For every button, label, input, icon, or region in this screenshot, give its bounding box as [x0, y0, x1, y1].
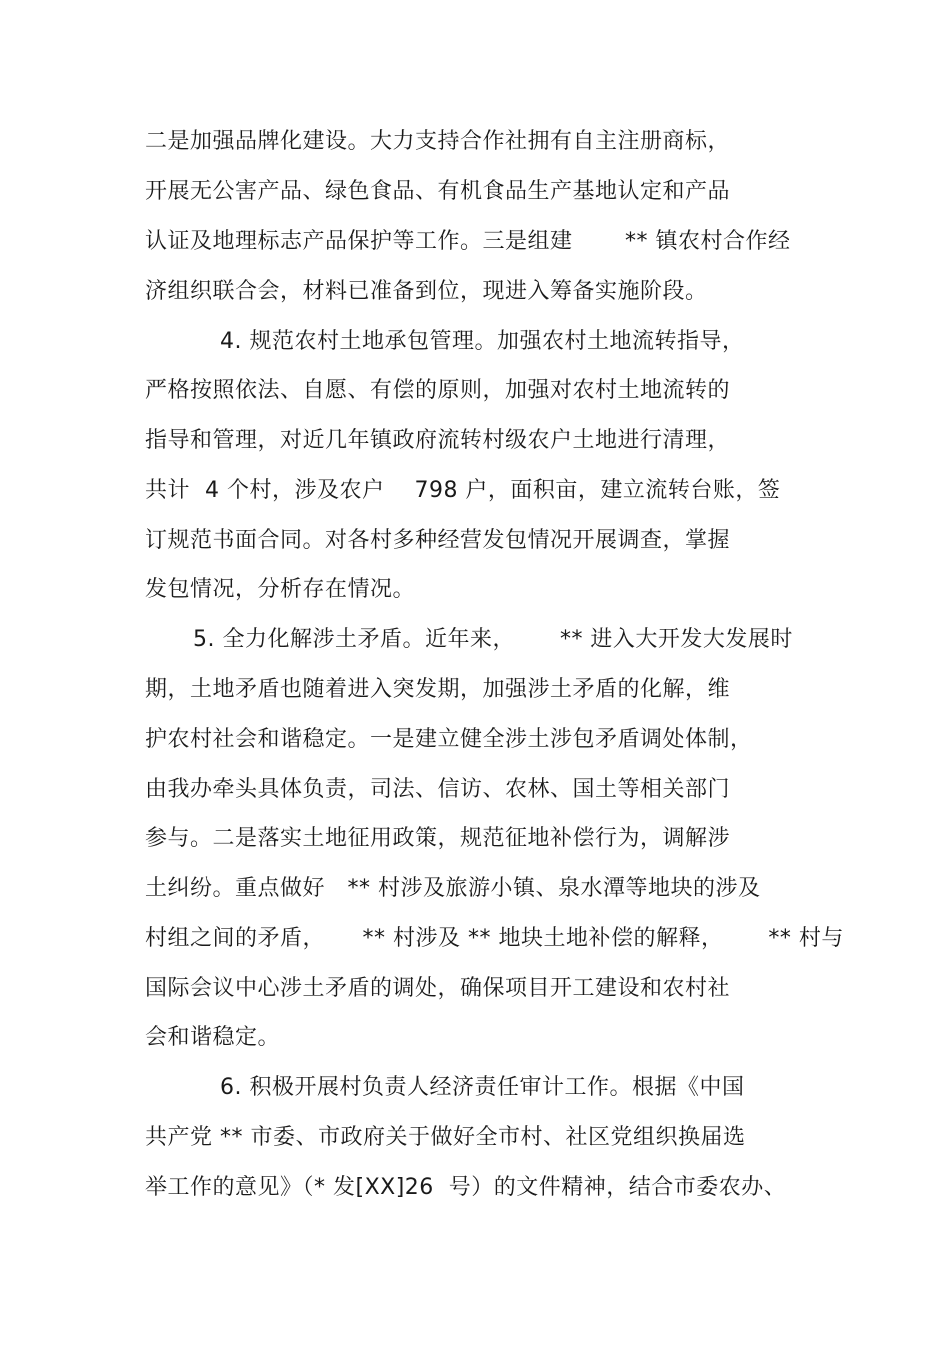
text-line: 共计 4 个村，涉及农户 798 户，面积亩，建立流转台账，签 [145, 478, 781, 503]
section-heading-line: 4. 规范农村土地承包管理。加强农村土地流转指导， [220, 329, 745, 354]
text-line: 共产党 ** 市委、市政府关于做好全市村、社区党组织换届选 [145, 1125, 746, 1150]
text-line: 参与。二是落实土地征用政策，规范征地补偿行为，调解涉 [145, 826, 731, 851]
text-line: 认证及地理标志产品保护等工作。三是组建 ** 镇农村合作经 [145, 229, 791, 254]
text-line: 举工作的意见》（* 发[XX]26 号）的文件精神，结合市委农办、 [145, 1175, 787, 1200]
text-line: 开展无公害产品、绿色食品、有机食品生产基地认定和产品 [145, 179, 731, 204]
text-line: 护农村社会和谐稳定。一是建立健全涉土涉包矛盾调处体制， [145, 727, 753, 752]
text-line: 指导和管理，对近几年镇政府流转村级农户土地进行清理， [145, 428, 731, 453]
section-heading-line: 6. 积极开展村负责人经济责任审计工作。根据《中国 [220, 1075, 745, 1100]
text-line: 济组织联合会，材料已准备到位，现进入筹备实施阶段。 [145, 279, 708, 304]
text-line: 村组之间的矛盾， ** 村涉及 ** 地块土地补偿的解释， ** 村与 [145, 926, 844, 951]
text-line: 发包情况，分析存在情况。 [145, 577, 416, 602]
text-line: 由我办牵头具体负责，司法、信访、农林、国土等相关部门 [145, 777, 731, 802]
section-heading-line: 5. 全力化解涉土矛盾。近年来， ** 进入大开发大发展时 [193, 627, 793, 652]
text-line: 严格按照依法、自愿、有偿的原则，加强对农村土地流转的 [145, 378, 731, 403]
text-line: 期，土地矛盾也随着进入突发期，加强涉土矛盾的化解，维 [145, 677, 731, 702]
text-line: 二是加强品牌化建设。大力支持合作社拥有自主注册商标， [145, 129, 731, 154]
text-line: 土纠纷。重点做好 ** 村涉及旅游小镇、泉水潭等地块的涉及 [145, 876, 761, 901]
text-line: 会和谐稳定。 [145, 1025, 281, 1050]
text-line: 国际会议中心涉土矛盾的调处，确保项目开工建设和农村社 [145, 976, 731, 1001]
text-line: 订规范书面合同。对各村多种经营发包情况开展调查，掌握 [145, 528, 731, 553]
